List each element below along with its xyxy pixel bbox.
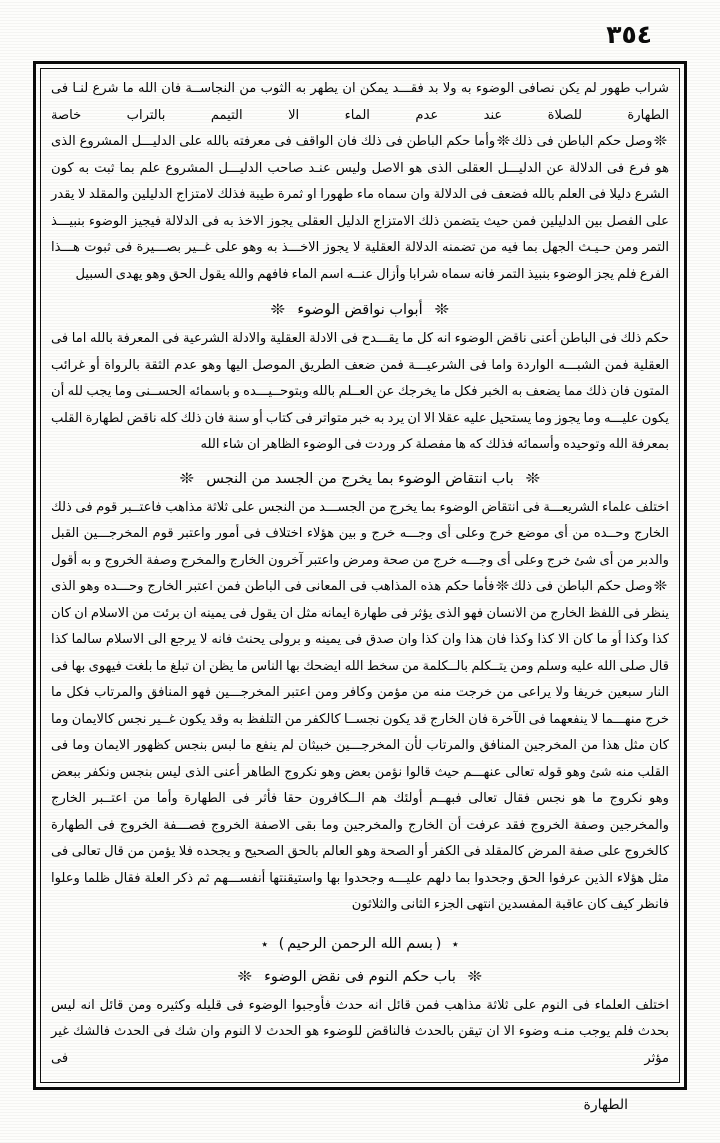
star-ornament-icon: ٭ bbox=[261, 936, 268, 951]
ornament-icon: ❊ bbox=[496, 579, 510, 594]
star-ornament-icon: ٭ bbox=[452, 936, 459, 951]
inline-heading-1: وصل حكم الباطن فى ذلك bbox=[511, 134, 653, 149]
page-number: ٣٥٤ bbox=[606, 20, 652, 49]
paragraph-2: حكم ذلك فى الباطن أعنى ناقض الوضوء انه كل ما يقـــدح فى الادلة العقلية والادلة الشرعية فى المعرفة بالله اما فى العقلية فمن الشبـــه الواردة واما فى الشرعيـــة فمن ضعف الطريق الموصل اليها وهو عدم الثقة بالرواة أو غرائب المتون فان ذلك مما يضعف به الخبر فكل ما يخرجك عن العــلم بالله وبتوحــيـــده و باسمائه الحســنى وما يجب لله أن يكون عليـــه وما يجوز وما يستحيل عليه عقلا الا ان يرد به خبر متواتر فى كتاب أو سنة فان ذلك كله ناقض لطهارة القلب بمعرفة الله وتوحيده وأسمائه فذلك كه ها مفصلة كر وردت فى الوضوء الظاهر ان شاء الله bbox=[51, 331, 669, 452]
paragraph-1b: وأما حكم الباطن فى ذلك فان الواقف فى معرفته بالله على الدليـــل المشروع الذى هو فرع فى الدلالة عن الدليـــل العقلى الذى هو الاصل وليس عنـد صاحب الدليـــل المشروع علم بما ثبت به كون الشرع دليلا فى العلم بالله فضعف فى الدلالة وان سماه ماء طهورا او ثمرة طيبة فذلك لامتزاج الدليلين والمقلد لا يقدر على الفصل بين الدليلين فمن حيث يتضمن ذلك الامتزاج الدليل العقلى يجوز الاخذ به فى الدلالة فيجيز الوضوء بنبيـــذ التمر ومن حـيـث الجهل بما فيه من تضمنه الدلالة العقلية لا يجوز الاخـــذ به وهو على غــير بصـــيرة فى ثبوت هـــذا الفرع فلم يجز الوضوء بنبيذ التمر فانه سماه شرابا وأزال عنــه اسم الماء فافهم والله يقول الحق وهو يهدى السبيل bbox=[51, 134, 669, 282]
heading-2-label: باب انتقاض الوضوء بما يخرج من الجسد من النجس bbox=[206, 470, 514, 487]
page-text-block bbox=[45, 72, 675, 1079]
spacer bbox=[51, 459, 669, 461]
basmala bbox=[51, 929, 669, 959]
paragraph-3-continued bbox=[51, 574, 669, 919]
paragraph-3b: فأما حكم هذه المذاهب فى المعانى فى الباطن فمن اعتبر الخارج وحـــده وهو الذى ينظر فى اللفظ الخارج من الانسان فهو الذى يؤثر فى طهارة ايمانه مثل ان يقول فى يمينه ان برئت من الاسلام ان كان كذا وكذا أو ما كان الا كذا وكذا فان هذا وان كذا وان صدق فى يمينه و برولى يحنث فانه لا يرجع الى الاسلام سالما كذا قال صلى الله عليه وسلم ومن يتــكلم بالــكلمة من سخط الله ايضحك بها الناس ما يظن ان تبلغ ما بلغت فيهوى بها فى النار سبعين خريفا ولا يراعى من خرجت منه من مؤمن وكافر ومن اعتبر المخرجـــين فهو المنافق والمرتاب فكل ما خرج منهـــما لا ينفعهما فى الآخرة فان الخارج قد يكون نجســا كالكفر من التلفظ به وقد يكون غــير نجس كالايمان وما كان مثل هذا من المخرجين المنافق والمرتاب لأن المخرجـــين خبيثان لم ينفع ما لبس بنجس كظهور الايمان وما فى القلب منه شئ وهو قوله تعالى عنهـــم حيث قالوا نؤمن بعض وهو نكروج الطاهر أعنى الذى ليس بنجس ونكفر ببعض وهو نكروج ما هو نجس فقال تعالى فبهــم أولئك هم الــكافرون حقا فأثر فى الطهارة وأما من اعتــبر الخارج والمخرجين وصفة الخروج فقد عرفت أن الخارج والمخرجين وما بقى الاصفة الخروج فصـــفة الخروج فى الطهارة كالخروج على صفة المرض كالمقلد فى الكفر أو الصحة وهو العالم بالحق الصحيح و يجحده فلا يؤمن من قال تعالى فى مثل هؤلاء الذين عرفوا الحق وجحدوا بما دلهم عليـــه وجحدوا بها واستيقنتها أنفســـهم ثم ذكر العلة فقال ظلما وعلوا فانظر كيف كان عاقبة المفسدين انتهى الجزء الثانى والثلاثون bbox=[51, 579, 669, 912]
spacer bbox=[51, 288, 669, 292]
paragraph-1-continued bbox=[51, 129, 669, 288]
heading-nawaqid-alwudu bbox=[51, 295, 669, 325]
heading-1-label: أبواب نواقض الوضوء bbox=[297, 302, 423, 318]
paragraph-1: شراب طهور لم يكن نصافى الوضوء به ولا بد فقـــد يمكن ان يطهر به الثوب من النجاســة فان الله ما شرع لنـا فى الطهارة للصلاة عند عدم الماء الا التيمم بالتراب خاصة bbox=[51, 81, 669, 123]
ornament-icon: ❊ bbox=[270, 302, 286, 318]
ornament-icon: ❊ bbox=[654, 579, 668, 594]
basmala-text: ( بسم الله الرحمن الرحيم ) bbox=[278, 935, 442, 952]
ornament-icon: ❊ bbox=[179, 470, 195, 487]
heading-hukm-alnawm bbox=[51, 962, 669, 992]
catchword: الطهارة bbox=[583, 1097, 628, 1113]
ornament-icon: ❊ bbox=[434, 302, 450, 318]
heading-intiqad-alwudu bbox=[51, 464, 669, 494]
inline-heading-2: وصل حكم الباطن فى ذلك bbox=[511, 579, 653, 594]
paragraph-4: اختلف العلماء فى النوم على ثلاثة مذاهب فمن قائل انه حدث فأوجبوا الوضوء فى قليله وكثيره ومن قائل انه ليس بحدث فلم يوجب منـه وضوء الا ان تيقن بالحدث فالناقض للوضوء هو الحدث لا النوم وان شك فى الحدث فالشك غير مؤثر فى bbox=[51, 997, 669, 1066]
ornament-icon: ❊ bbox=[496, 134, 511, 149]
ornament-icon: ❊ bbox=[525, 470, 541, 487]
heading-3-label: باب حكم النوم فى نقض الوضوء bbox=[264, 968, 456, 985]
ornament-icon: ❊ bbox=[654, 134, 668, 149]
ornament-icon: ❊ bbox=[237, 968, 253, 985]
ornament-icon: ❊ bbox=[467, 968, 483, 985]
paragraph-3: اختلف علماء الشريعـــة فى انتقاض الوضوء بما يخرج من الجســـد من النجس على ثلاثة مذاهب فاعتــبر قوم فى ذلك الخارج وحــده من أى موضع خرج وعلى أى وجـــه خرج و بين هؤلاء اختلاف فى أمور واعتبر قوم المخرجـــين القبل والدبر من أى شئ خرج وعلى أى وجـــه خرج من صحة ومرض واعتبر آخرون الخارج والمخرج وصفة الخروج و به أقول bbox=[51, 499, 669, 568]
